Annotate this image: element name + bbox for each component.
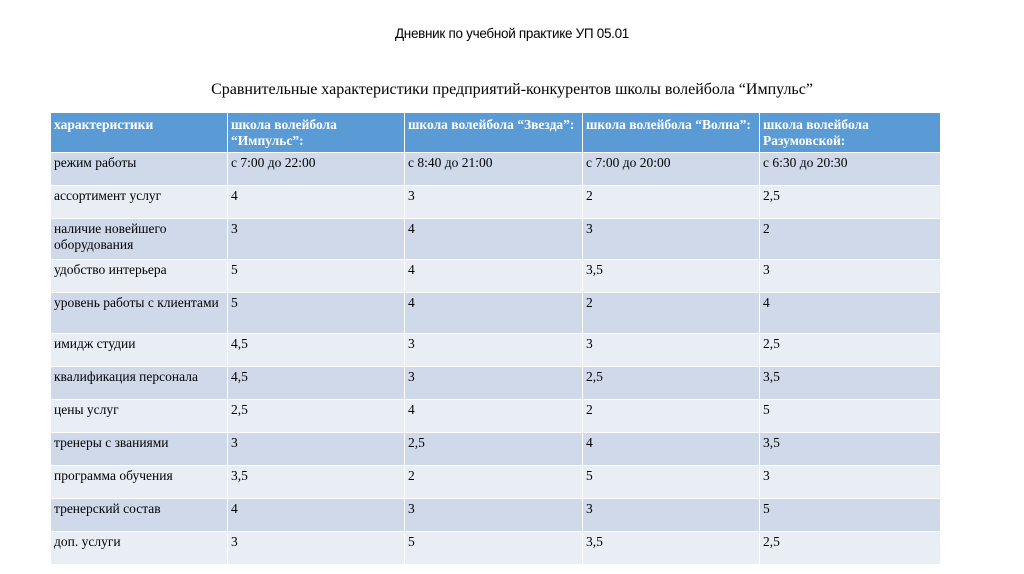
table-row [51,400,940,433]
table-cell: 5 [583,466,760,499]
table-cell: 4 [405,293,583,334]
header-school-razumovskaya: школа волейбола Разумовской: [760,113,940,153]
table-cell: 4 [760,293,940,334]
header-school-impuls: школа волейбола “Импульс”: [228,113,405,153]
table-cell: с 6:30 до 20:30 [760,153,940,186]
table-cell: 4,5 [228,334,405,367]
table-cell: 4 [405,260,583,293]
table-row [51,532,940,565]
header-school-volna: школа волейбола “Волна”: [583,113,760,153]
table-caption: Сравнительные характеристики предприятий-конкурентов школы волейбола “Импульс” [211,81,813,98]
table-header-row [51,113,940,153]
row-label: режим работы [51,153,228,186]
row-label: цены услуг [51,400,228,433]
table-cell: 5 [760,400,940,433]
table-cell: 2,5 [583,367,760,400]
row-label: доп. услуги [51,532,228,565]
table-cell: 3 [583,219,760,260]
table-row [51,466,940,499]
table-cell: 4,5 [228,367,405,400]
table-cell: 3 [760,466,940,499]
table-cell: 3 [405,186,583,219]
table-cell: 4 [228,186,405,219]
table-cell: 2,5 [760,334,940,367]
table-cell: 3 [405,334,583,367]
table-cell: 4 [228,499,405,532]
table-cell: 3 [583,334,760,367]
table-cell: 3,5 [583,260,760,293]
table-row [51,186,940,219]
table-cell: 4 [405,400,583,433]
table-cell: с 7:00 до 22:00 [228,153,405,186]
table-cell: 3,5 [228,466,405,499]
table-cell: 4 [583,433,760,466]
table-cell: 2 [405,466,583,499]
table-cell: 5 [760,499,940,532]
row-label: удобство интерьера [51,260,228,293]
table-cell: 2,5 [760,532,940,565]
table-cell: 3,5 [583,532,760,565]
table-cell: 3 [228,433,405,466]
table-row [51,334,940,367]
row-label: имидж студии [51,334,228,367]
table-cell: 2 [583,293,760,334]
table-cell: 3 [405,499,583,532]
table-row [51,153,940,186]
table-row [51,219,940,260]
slide-title: Дневник по учебной практике УП 05.01 [394,26,630,41]
table-cell: 3,5 [760,433,940,466]
table-cell: 2 [583,186,760,219]
table-cell: с 8:40 до 21:00 [405,153,583,186]
table-cell: 3,5 [760,367,940,400]
table-cell: 3 [583,499,760,532]
table-cell: 2,5 [228,400,405,433]
table-cell: 4 [405,219,583,260]
header-school-zvezda: школа волейбола “Звезда”: [405,113,583,153]
table-cell: 5 [228,260,405,293]
row-label: наличие новейшего оборудования [51,219,228,260]
table-row [51,260,940,293]
table-cell: 3 [405,367,583,400]
row-label: тренеры с званиями [51,433,228,466]
table-row [51,433,940,466]
header-characteristics: характеристики [51,113,228,153]
table-cell: 3 [228,532,405,565]
table-cell: 3 [228,219,405,260]
row-label: ассортимент услуг [51,186,228,219]
table-row [51,367,940,400]
table-row [51,499,940,532]
table-cell: 2 [583,400,760,433]
table-cell: 2,5 [405,433,583,466]
row-label: уровень работы с клиентами [51,293,228,334]
row-label: тренерский состав [51,499,228,532]
table-cell: 5 [405,532,583,565]
row-label: программа обучения [51,466,228,499]
table-cell: 2 [760,219,940,260]
table-cell: 2,5 [760,186,940,219]
table-cell: с 7:00 до 20:00 [583,153,760,186]
table-cell: 5 [228,293,405,334]
table-row [51,293,940,334]
comparison-table [50,113,940,565]
row-label: квалификация персонала [51,367,228,400]
table-cell: 3 [760,260,940,293]
